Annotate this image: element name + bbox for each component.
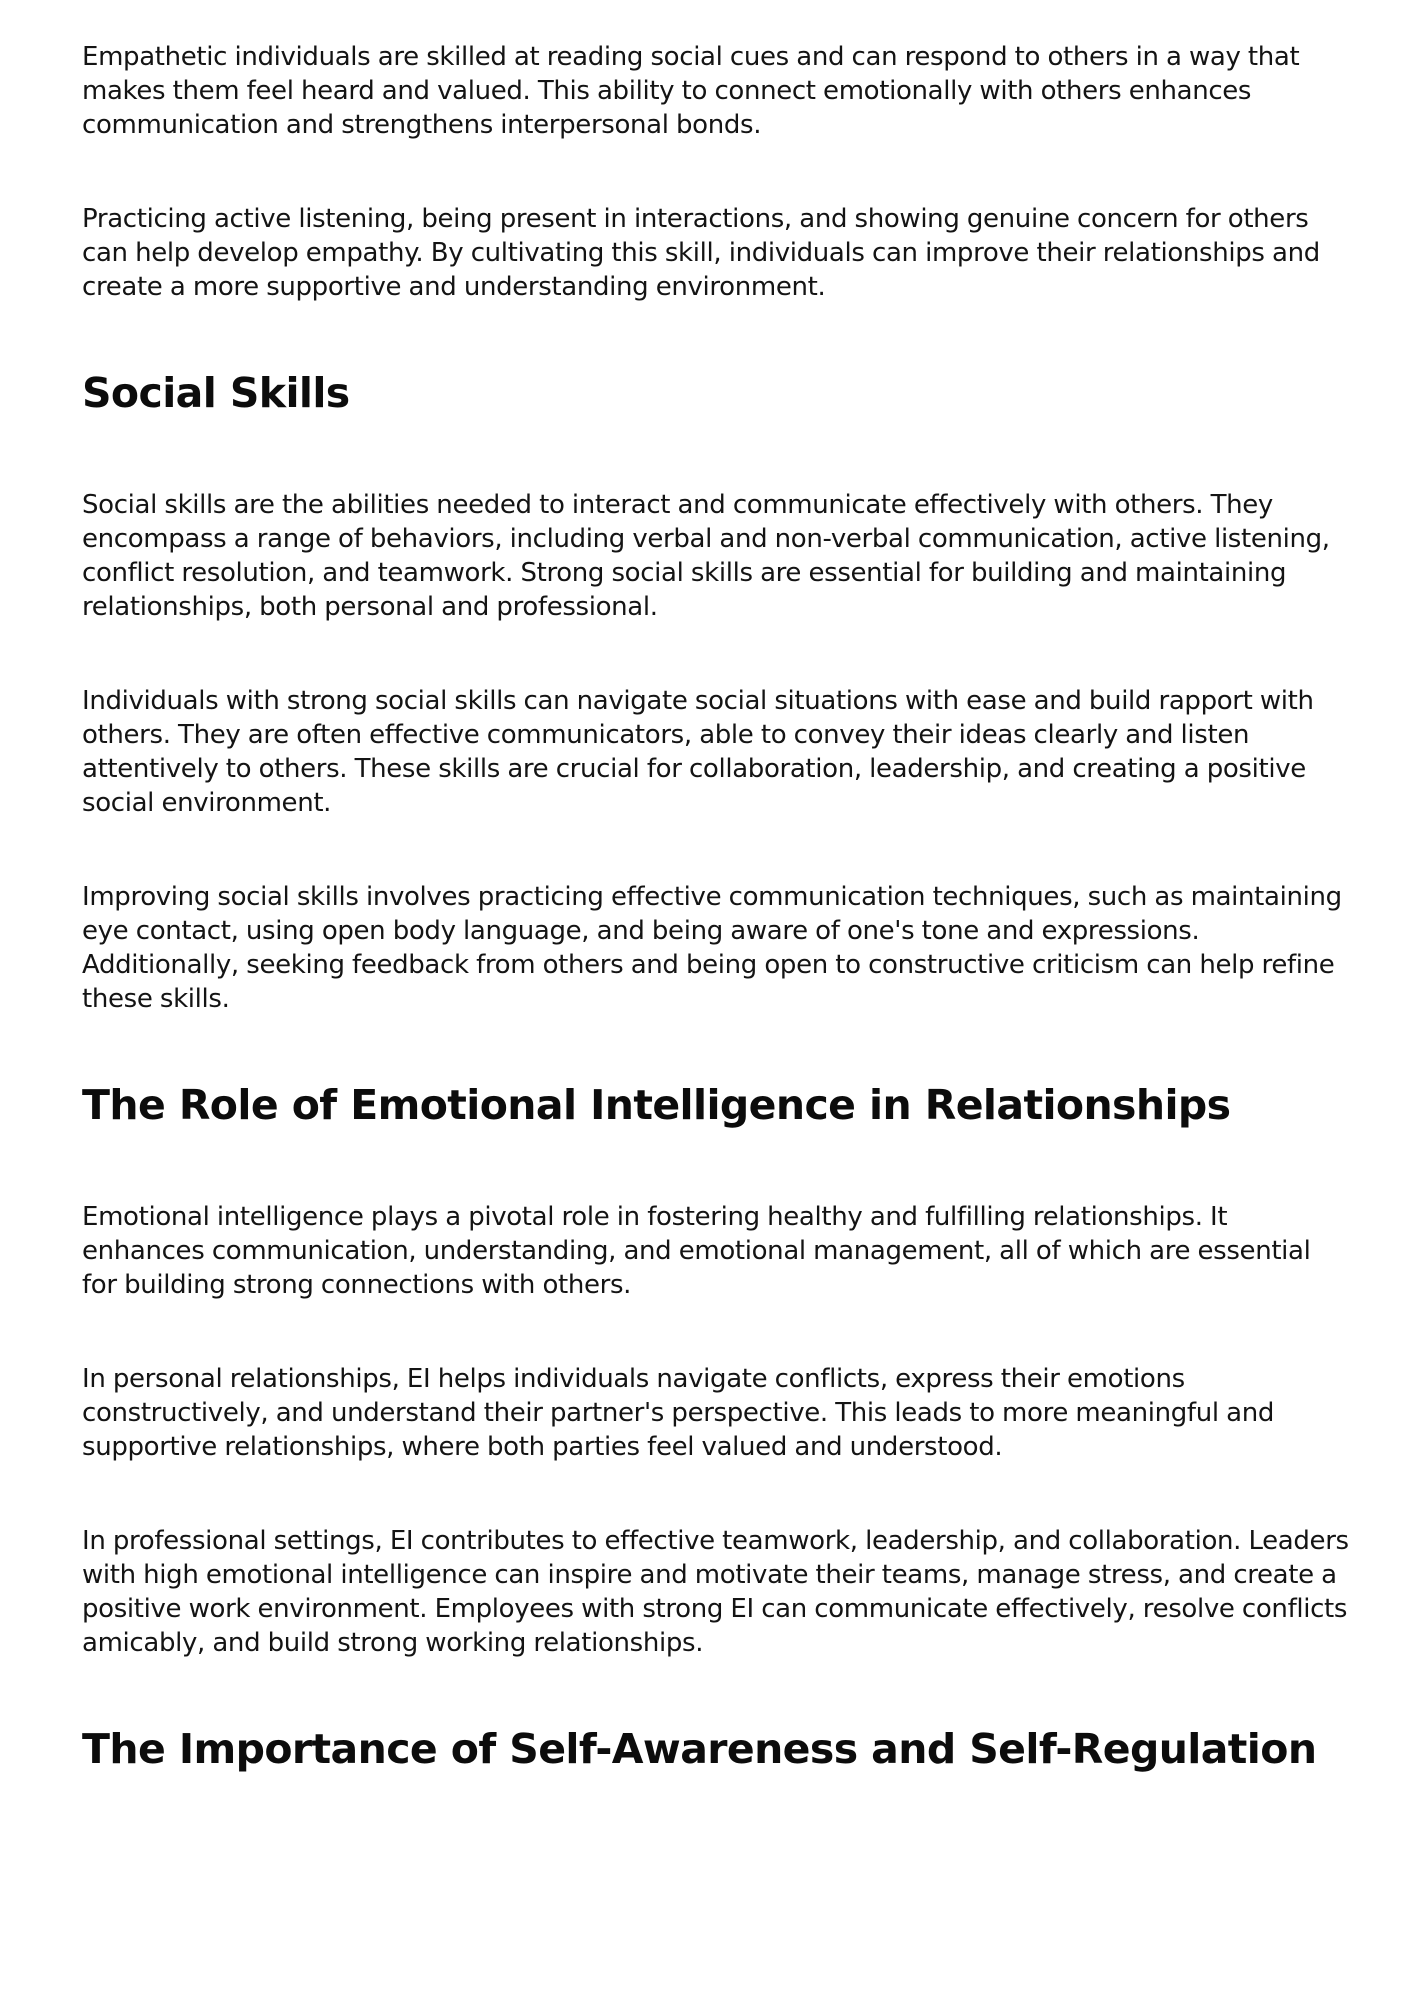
role-of-ei-paragraph-3: In professional settings, EI contributes to effective teamwork, leadership, and collaboration. Leaders with high emotional intelligence can inspire and motivate their teams, manage stress, and create a positive work environment. Employees with strong EI can communicate effectively, resolve conflicts amicably, and build strong working relationships. (82, 1526, 1349, 1658)
heading-social-skills: Social Skills (82, 369, 350, 417)
empathy-paragraph-2: Practicing active listening, being present in interactions, and showing genuine concern for others can help develop empathy. By cultivating this skill, individuals can improve their relationships and create a more supportive and understanding environment. (82, 204, 1320, 302)
heading-role-of-ei: The Role of Emotional Intelligence in Relationships (82, 1081, 1231, 1129)
heading-self-awareness: The Importance of Self-Awareness and Self-Regulation (82, 1725, 1317, 1773)
social-skills-paragraph-1: Social skills are the abilities needed to interact and communicate effectively with others. They encompass a range of behaviors, including verbal and non-verbal communication, active listening, conflict resolution, and teamwork. Strong social skills are essential for building and maintaining relationships, both personal and professional. (82, 490, 1330, 622)
empathy-paragraph-1: Empathetic individuals are skilled at reading social cues and can respond to others in a way that makes them feel heard and valued. This ability to connect emotionally with others enhances communication and strengthens interpersonal bonds. (82, 42, 1300, 140)
role-of-ei-paragraph-1: Emotional intelligence plays a pivotal role in fostering healthy and fulfilling relationships. It enhances communication, understanding, and emotional management, all of which are essential for building strong connections with others. (82, 1202, 1311, 1300)
social-skills-paragraph-2: Individuals with strong social skills can navigate social situations with ease and build rapport with others. They are often effective communicators, able to convey their ideas clearly and listen attentively to others. These skills are crucial for collaboration, leadership, and creating a positive social environment. (82, 686, 1314, 818)
document-page (82, 40, 1352, 1774)
social-skills-paragraph-3: Improving social skills involves practicing effective communication techniques, such as maintaining eye contact, using open body language, and being aware of one's tone and expressions. Additionally, seeking feedback from others and being open to constructive criticism can help refine these skills. (82, 882, 1342, 1014)
role-of-ei-paragraph-2: In personal relationships, EI helps individuals navigate conflicts, express their emotions constructively, and understand their partner's perspective. This leads to more meaningful and supportive relationships, where both parties feel valued and understood. (82, 1364, 1274, 1462)
